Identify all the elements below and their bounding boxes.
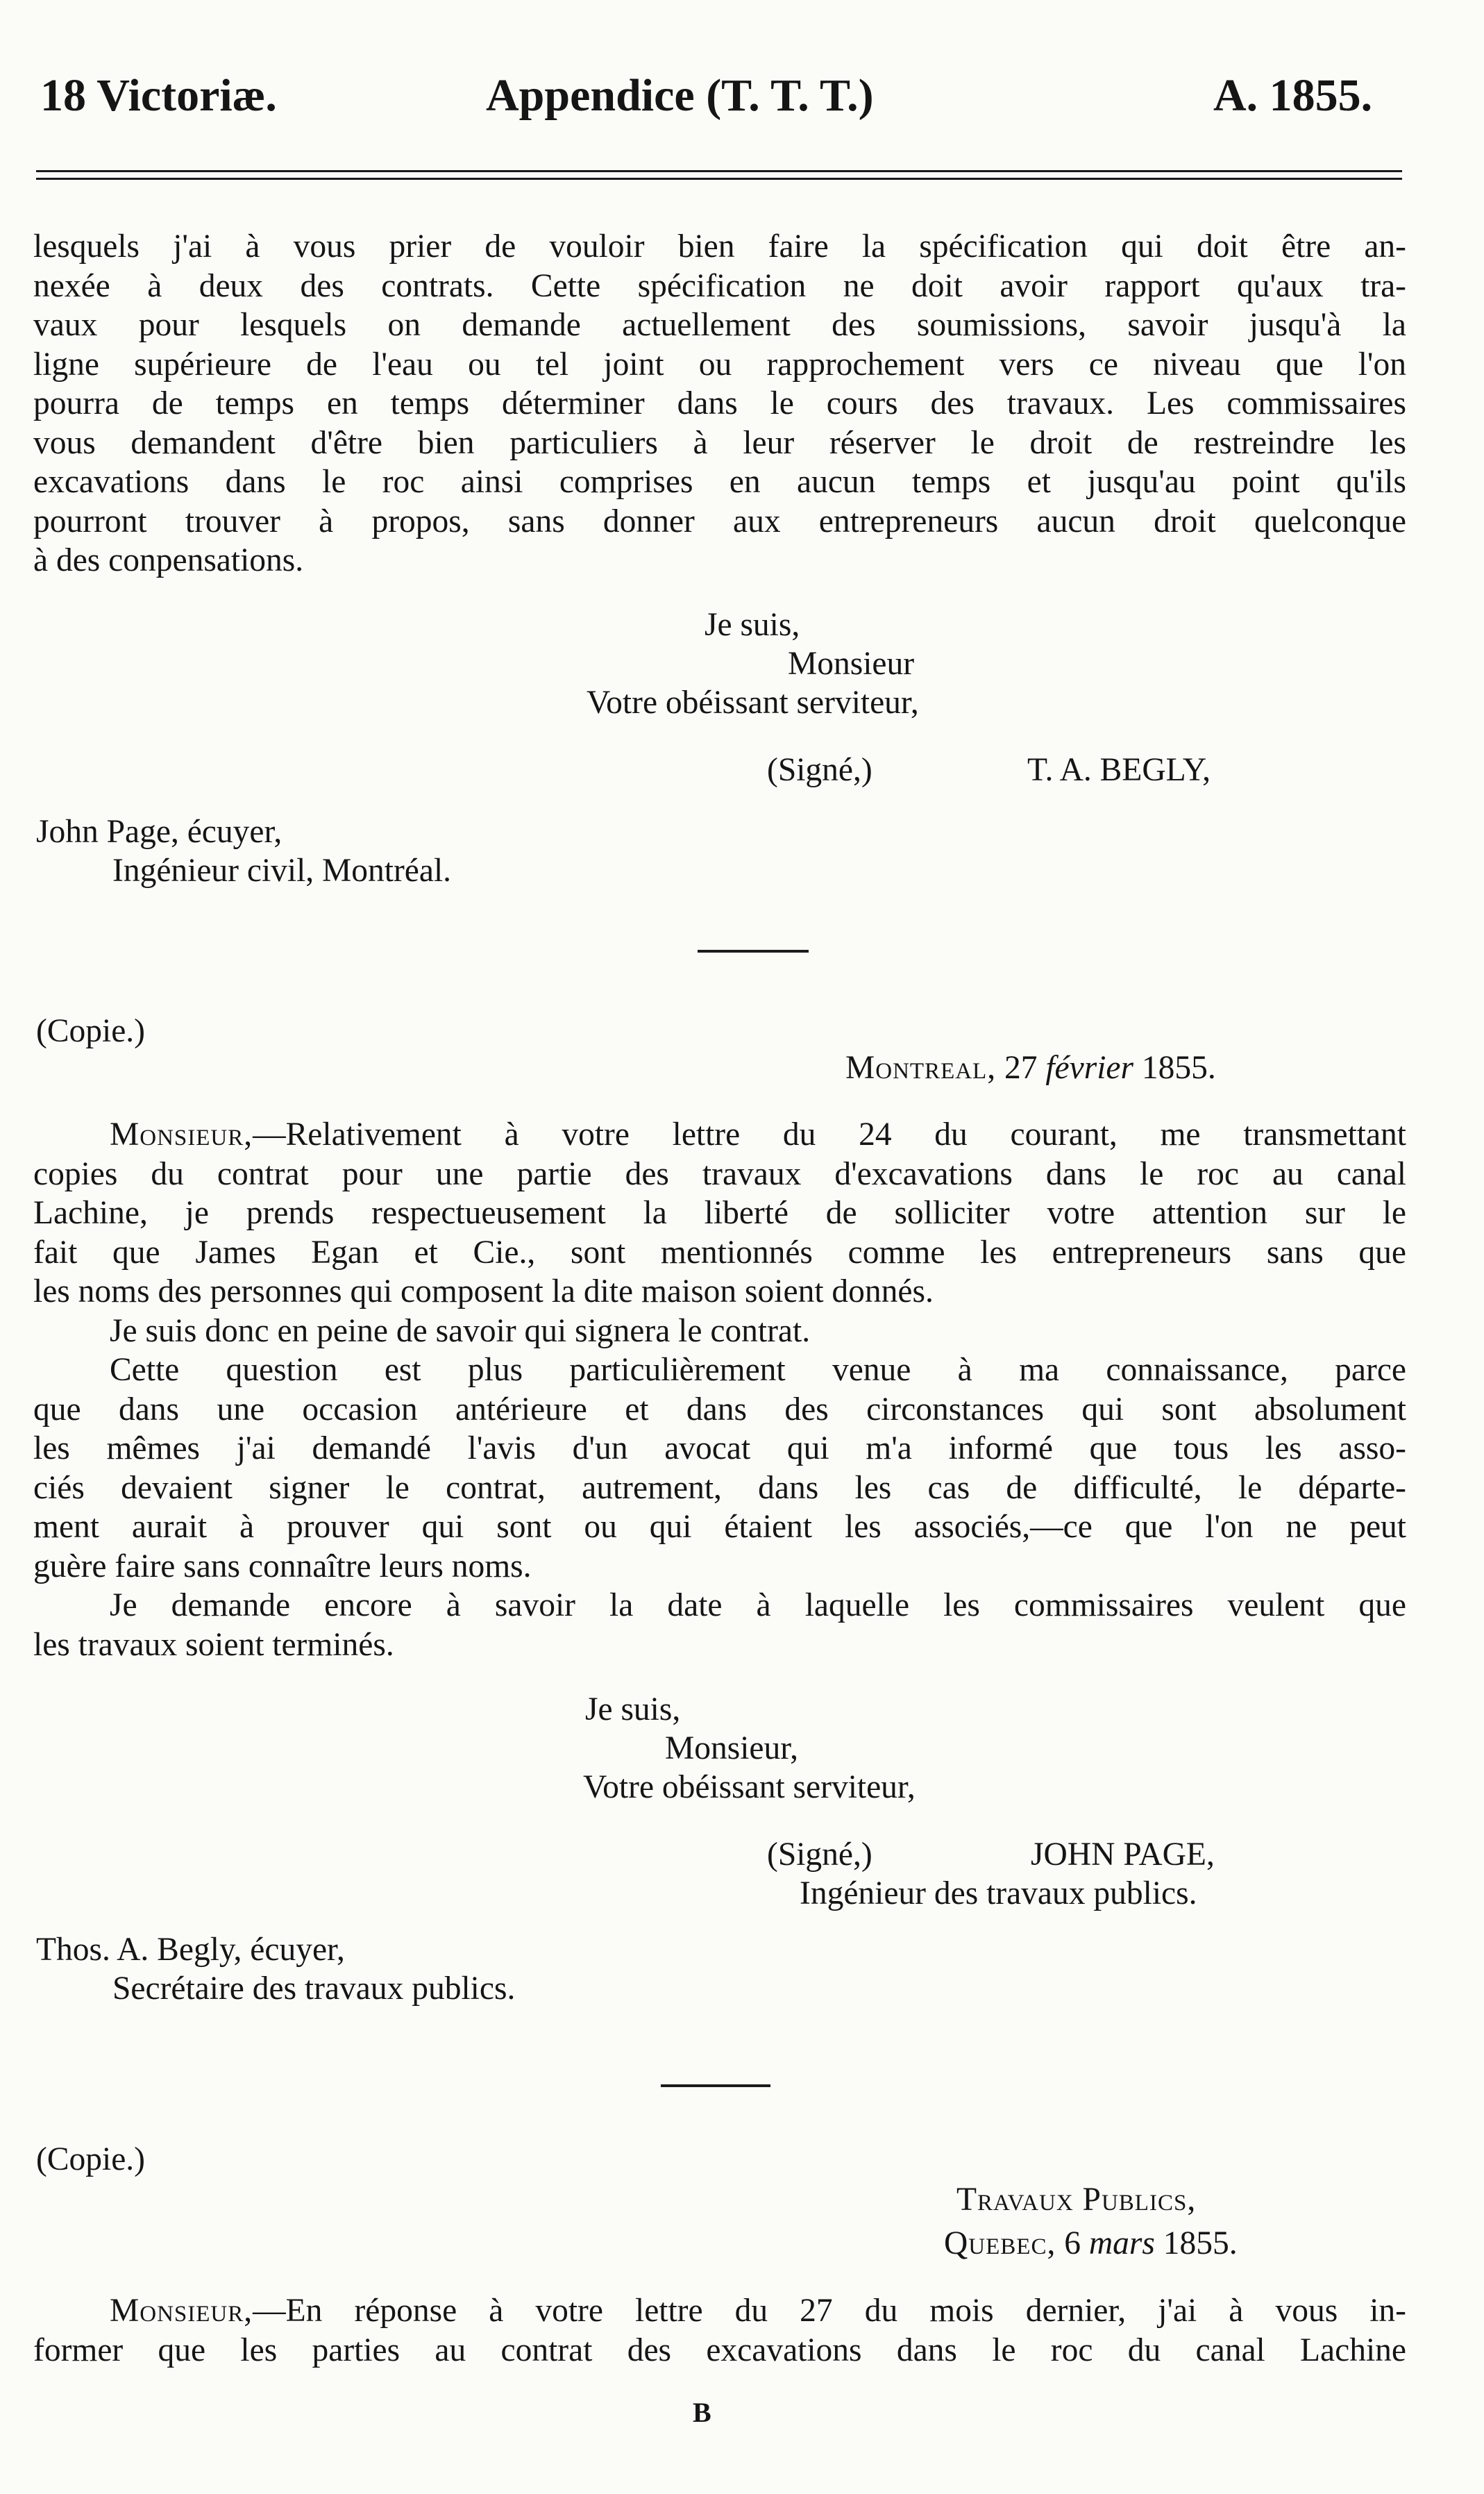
date-month: février — [1045, 1050, 1133, 1086]
closing-signer: T. A. BEGLY, — [1027, 752, 1211, 788]
letter-date — [944, 2224, 1238, 2263]
text-line: Je demande encore à savoir la date à laquelle les commissaires veulent que — [110, 1587, 1406, 1623]
letter3-body — [33, 2291, 1406, 2370]
text-line: nexée à deux des contrats. Cette spécification ne doit avoir rapport qu'aux tra- — [33, 267, 1406, 304]
closing-je-suis: Je suis, — [585, 1691, 681, 1727]
closing-monsieur: Monsieur — [788, 646, 915, 682]
closing-je-suis: Je suis, — [705, 607, 800, 643]
date-day: 27 — [1004, 1050, 1038, 1086]
letter2-body — [33, 1115, 1406, 1664]
salutation: Monsieur, — [110, 2293, 253, 2329]
date-place: Montreal, — [845, 1050, 997, 1086]
section-separator — [661, 2084, 770, 2087]
text-line: Monsieur,—En réponse à votre lettre du 27 du mois dernier, j'ai à vous in- — [110, 2293, 1406, 2329]
closing-monsieur: Monsieur, — [665, 1730, 799, 1766]
text-line: ciés devaient signer le contrat, autrement, dans les cas de difficulté, le départe- — [33, 1469, 1406, 1506]
header-year: A. 1855. — [1213, 70, 1373, 121]
signature-mark: B — [693, 2397, 711, 2428]
text-line: former que les parties au contrat des excavations dans le roc du canal Lachine — [33, 2332, 1406, 2368]
text-line: les noms des personnes qui composent la dite maison soient donnés. — [33, 1273, 934, 1309]
text-line: les mêmes j'ai demandé l'avis d'un avocat qui m'a informé que tous les asso- — [33, 1430, 1406, 1466]
closing-serviteur: Votre obéissant serviteur, — [583, 1769, 916, 1805]
text-line: ligne supérieure de l'eau ou tel joint ou rapprochement vers ce niveau que l'on — [33, 346, 1406, 383]
addressee-name: Thos. A. Begly, écuyer, — [36, 1932, 345, 1968]
text-line: Monsieur,—Relativement à votre lettre du 24 du courant, me transmettant — [110, 1116, 1406, 1153]
header-appendix: Appendice (T. T. T.) — [486, 70, 874, 121]
text-line: que dans une occasion antérieure et dans des circonstances qui sont absolument — [33, 1391, 1406, 1428]
date-year: 1855. — [1141, 1050, 1216, 1086]
text-line: Cette question est plus particulièrement venue à ma connaissance, parce — [110, 1352, 1406, 1388]
text-line: à des conpensations. — [33, 542, 304, 578]
text-line: excavations dans le roc ainsi comprises en aucun temps et jusqu'au point qu'ils — [33, 464, 1406, 500]
letter1-body — [33, 227, 1406, 580]
closing-signer-title: Ingénieur des travaux publics. — [800, 1875, 1197, 1911]
header-rule-bottom — [36, 178, 1402, 180]
section-separator — [698, 950, 809, 953]
text-line: lesquels j'ai à vous prier de vouloir bien faire la spécification qui doit être an- — [33, 228, 1406, 265]
text-line: guère faire sans connaître leurs noms. — [33, 1548, 532, 1584]
date-place: Quebec, — [944, 2225, 1056, 2261]
text-line: les travaux soient terminés. — [33, 1626, 394, 1663]
text-line: fait que James Egan et Cie., sont mentionnés comme les entrepreneurs sans que — [33, 1234, 1406, 1271]
closing-signer: JOHN PAGE, — [1031, 1836, 1215, 1873]
text-line: vaux pour lesquels on demande actuellement des soumissions, savoir jusqu'à la — [33, 307, 1406, 343]
salutation: Monsieur, — [110, 1116, 253, 1153]
text-line: Je suis donc en peine de savoir qui signera le contrat. — [110, 1312, 811, 1349]
text-line: copies du contrat pour une partie des travaux d'excavations dans le roc au canal — [33, 1155, 1406, 1192]
date-month: mars — [1088, 2225, 1155, 2261]
text-line: Lachine, je prends respectueusement la liberté de solliciter votre attention sur le — [33, 1195, 1406, 1231]
closing-serviteur: Votre obéissant serviteur, — [587, 685, 919, 721]
addressee-title: Ingénieur civil, Montréal. — [112, 853, 452, 889]
copie-label: (Copie.) — [36, 2141, 145, 2177]
text-line: vous demandent d'être bien particuliers à leur réserver le droit de restreindre les — [33, 424, 1406, 461]
letter-date — [845, 1048, 1216, 1087]
text-line: ment aurait à prouver qui sont ou qui étaient les associés,—ce que l'on ne peut — [33, 1509, 1406, 1545]
header-session: 18 Victoriæ. — [40, 70, 277, 121]
addressee-title: Secrétaire des travaux publics. — [112, 1970, 516, 2007]
copie-label: (Copie.) — [36, 1013, 145, 1049]
header-rule-top — [36, 170, 1402, 172]
addressee-name: John Page, écuyer, — [36, 814, 283, 850]
date-year: 1855. — [1163, 2225, 1238, 2261]
text-line: pourront trouver à propos, sans donner aux entrepreneurs aucun droit quelconque — [33, 503, 1406, 539]
date-day: 6 — [1064, 2225, 1081, 2261]
closing-signe: (Signé,) — [767, 752, 872, 788]
text-line: pourra de temps en temps déterminer dans le cours des travaux. Les commissaires — [33, 385, 1406, 421]
letter-org: Travaux Publics, — [956, 2182, 1197, 2218]
closing-signe: (Signé,) — [767, 1836, 872, 1873]
